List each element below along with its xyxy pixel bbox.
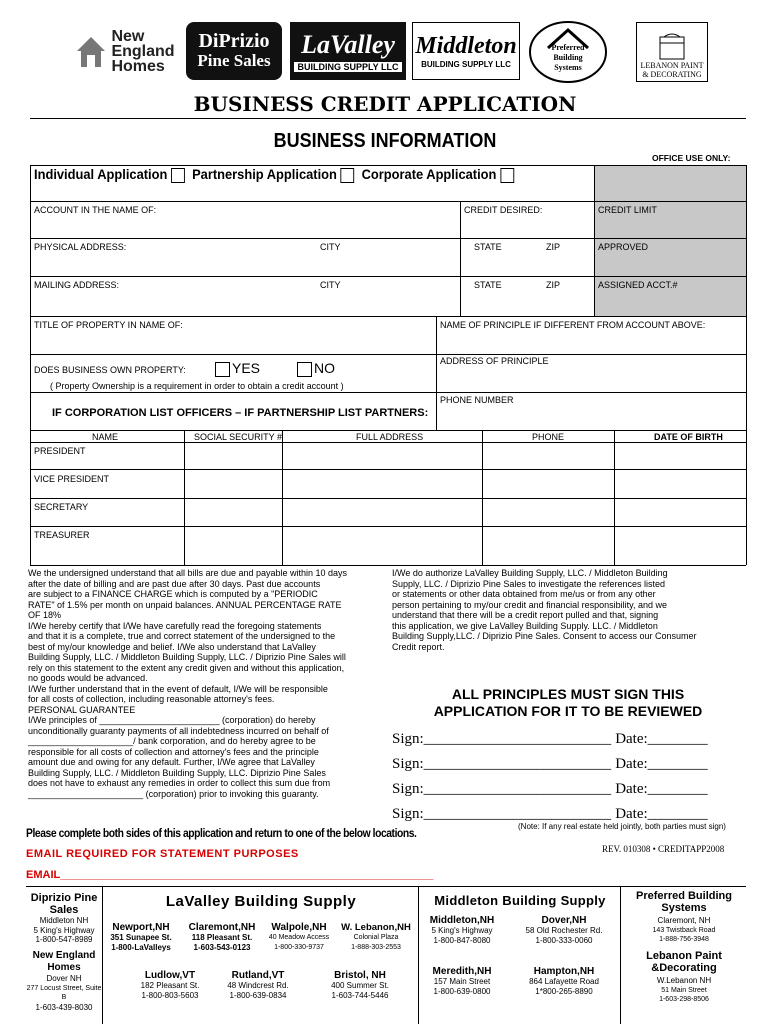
page-title: BUSINESS CREDIT APPLICATION [193, 92, 577, 116]
lavalley-branch [318, 970, 402, 1000]
own-property-label: DOES BUSINESS OWN PROPERTY: [34, 365, 186, 375]
terms-line: Credit report. [392, 641, 445, 652]
branch-town: Walpole,NH [271, 922, 327, 933]
no-label: NO [314, 360, 335, 376]
principles-heading [392, 686, 744, 720]
branch-phone: 1-800-333-0060 [535, 935, 593, 945]
table-header-dob: DATE OF BIRTH [654, 432, 723, 442]
no-checkbox[interactable] [297, 362, 312, 377]
branch-address: 277 Locust Street, Suite B [26, 984, 102, 1001]
table-row-treasurer: TREASURER [34, 530, 90, 540]
terms-left-text [28, 568, 380, 799]
yes-checkbox[interactable] [215, 362, 230, 377]
signature-line[interactable] [392, 756, 708, 773]
date-field: Date:________ [615, 731, 708, 747]
lavalley-location-name: LaValley Building Supply [165, 893, 357, 910]
middleton-branch [510, 915, 618, 945]
table-row-president: PRESIDENT [34, 446, 86, 456]
branch-address: 5 King's Highway [33, 925, 95, 935]
location-name: Diprizio Pine Sales [30, 892, 98, 916]
credit-desired-label: CREDIT DESIRED: [464, 205, 543, 215]
branch-address: 40 Meadow Access [268, 934, 330, 941]
diprizio-logo [186, 22, 282, 80]
branch-phone: 1*800-265-8890 [535, 986, 593, 996]
mailing-address-label: MAILING ADDRESS: [34, 280, 120, 290]
terms-line: I/We do authorize LaValley Building Supply, LLC. / Middleton Building [392, 568, 668, 578]
terms-line: no goods would be advanced. [28, 673, 148, 683]
branch-town: Dover NH [46, 974, 82, 983]
branch-phone: 1-800-547-8989 [35, 935, 93, 944]
logo-text: England [111, 42, 175, 60]
terms-line: _____________________/ bank corporation, and do hereby agree to be [28, 736, 316, 746]
middleton-branch [420, 966, 504, 996]
branch-town: Middleton NH [39, 916, 89, 925]
branch-town: Ludlow,VT [144, 970, 196, 981]
branch-phone: 1-888-756-3948 [659, 936, 709, 943]
lavalley-branch [128, 970, 212, 1000]
physical-address-label: PHYSICAL ADDRESS: [34, 242, 127, 252]
terms-line: We the undersigned understand that all bills are due and payable within 10 days [28, 568, 348, 578]
branch-town: Claremont, NH [657, 916, 711, 925]
location-name: Preferred Building Systems [636, 890, 732, 914]
svg-text:Building: Building [553, 53, 583, 62]
location-name: Lebanon Paint &Decorating [646, 950, 722, 974]
date-field: Date:________ [615, 806, 708, 822]
revision-label: REV. 010308 • CREDITAPP2008 [602, 844, 725, 854]
lebanon-paint-logo [636, 22, 708, 82]
office-use-label: OFFICE USE ONLY: [652, 153, 731, 163]
sign-field: Sign:_________________________ [392, 781, 612, 797]
terms-line: PERSONAL GUARANTEE [28, 704, 136, 715]
table-row-secretary: SECRETARY [34, 502, 89, 512]
branch-address: 143 Twistback Road [652, 926, 716, 934]
application-type-row [34, 166, 514, 183]
terms-line: I/We hereby certify that I/We have carefully read the foregoing statements [28, 620, 322, 631]
email-field[interactable]: EMAIL_____________________________________________________________ [26, 869, 434, 881]
lavalley-branch [334, 922, 418, 952]
terms-line: for all costs of collection, including reasonable attorney's fees. [28, 694, 275, 704]
branch-address: 351 Sunapee St. [110, 933, 172, 942]
terms-line: after the date of billing and are past due after 30 days. Past due accounts [28, 578, 321, 589]
logo-text: Pine Sales [197, 51, 271, 70]
credit-limit-label: CREDIT LIMIT [598, 205, 657, 215]
sign-field: Sign:_________________________ [392, 756, 612, 772]
branch-town: Dover,NH [541, 915, 587, 926]
branch-town: Claremont,NH [188, 922, 256, 933]
branch-phone: 1-603-744-5446 [331, 990, 389, 1000]
partnership-application-label: Partnership Application [192, 166, 337, 182]
lebanon-location [622, 950, 746, 1005]
branch-phone: 1-800-803-5603 [141, 990, 199, 1000]
branch-phone: 1-603-298-8506 [659, 996, 709, 1003]
officers-heading: IF CORPORATION LIST OFFICERS – IF PARTNERSHIP LIST PARTNERS: [52, 407, 429, 419]
individual-application-checkbox[interactable] [171, 168, 185, 183]
branch-phone: 1-800-639-0834 [229, 990, 287, 1000]
location-name: New England Homes [32, 950, 96, 973]
terms-line: RATE" of 1.5% per month on unpaid balances. ANNUAL PERCENTAGE RATE [28, 599, 342, 610]
branch-phone: 1-603-543-0123 [193, 942, 251, 952]
table-header-ssn: SOCIAL SECURITY # [194, 432, 283, 442]
branch-town: Bristol, NH [334, 970, 386, 981]
principles-heading-line: ALL PRINCIPLES MUST SIGN THIS [451, 686, 685, 702]
logo-text: LEBANON PAINT [640, 61, 704, 70]
middleton-location-name: Middleton Building Supply [434, 893, 606, 908]
preferred-building-emblem-icon [528, 20, 608, 84]
assigned-acct-label: ASSIGNED ACCT.# [598, 280, 678, 290]
house-icon [75, 33, 107, 69]
principle-address-label: ADDRESS OF PRINCIPLE [440, 356, 549, 366]
table-row-vice-president: VICE PRESIDENT [34, 474, 110, 484]
terms-line: understand that there will be a credit report pulled and that, signing [392, 610, 659, 620]
state-label: STATE [474, 242, 502, 252]
branch-town: Rutland,VT [231, 970, 285, 981]
signature-line[interactable] [392, 781, 708, 798]
branch-address: Colonial Plaza [353, 934, 399, 941]
branch-address: 5 King's Highway [431, 926, 493, 935]
approved-label: APPROVED [598, 242, 649, 252]
preferred-building-logo [528, 20, 608, 84]
terms-line: this application, we give LaValley Building Supply. LLC. / Middleton [392, 620, 658, 631]
svg-text:Systems: Systems [554, 63, 582, 72]
branch-town: Meredith,NH [432, 966, 492, 977]
table-header-phone: PHONE [532, 432, 565, 442]
logo-text: BUILDING SUPPLY LLC [294, 62, 401, 72]
paint-can-icon [652, 33, 692, 61]
lavalley-logo [290, 22, 406, 80]
preferred-location [622, 890, 746, 945]
logo-text: & DECORATING [642, 70, 702, 79]
branch-town: Middleton,NH [429, 915, 495, 926]
diprizio-location [26, 892, 102, 945]
city-label: CITY [320, 242, 341, 252]
terms-line: amount due and owing for any default. Further, I/We agree that LaValley [28, 757, 315, 767]
logo-text: Middleton [415, 33, 517, 59]
date-field: Date:________ [615, 756, 708, 772]
date-field: Date:________ [615, 781, 708, 797]
logo-text: New [111, 27, 145, 45]
middleton-branch [510, 966, 618, 996]
new-england-homes-logo [70, 22, 180, 80]
branch-address: 157 Main Street [433, 977, 491, 986]
terms-line: unconditionally guaranty payments of all indebtedness incurred on behalf of [28, 725, 329, 736]
branch-phone: 1-800-639-0800 [433, 986, 491, 996]
logo-text: DiPrizio [198, 30, 270, 52]
sign-field: Sign:_________________________ [392, 731, 612, 747]
table-header-name: NAME [92, 432, 119, 442]
branch-phone: 1-800-330-9737 [274, 943, 324, 951]
terms-line: I/We further understand that in the event of default, I/We will be responsible [28, 683, 328, 694]
terms-line: Supply, LLC. / Diprizio Pine Sales to investigate the references listed [392, 578, 665, 589]
title-property-label: TITLE OF PROPERTY IN NAME OF: [34, 320, 183, 330]
branch-phone: 1-800-847-8080 [433, 935, 491, 945]
terms-right-text [392, 568, 744, 652]
principles-heading-line: APPLICATION FOR IT TO BE REVIEWED [433, 703, 703, 719]
own-property-no[interactable] [297, 360, 335, 377]
email-required-label: EMAIL REQUIRED FOR STATEMENT PURPOSES [26, 848, 299, 860]
new-england-homes-location [26, 950, 102, 1012]
signature-line[interactable] [392, 731, 708, 748]
branch-phone: 1-888-303-2553 [351, 943, 401, 951]
logo-text: LaValley [301, 30, 395, 59]
terms-line: _______________________ (corporation) prior to invoking this guaranty. [28, 788, 319, 799]
corporate-application-label: Corporate Application [361, 166, 497, 182]
signature-line[interactable] [392, 806, 708, 823]
terms-line: are subject to a FINANCE CHARGE which is computed by a "PERIODIC [28, 589, 318, 599]
branch-address: 182 Pleasant St. [140, 981, 200, 990]
branch-address: 118 Pleasant St. [191, 933, 253, 942]
branch-address: 400 Summer St. [331, 981, 389, 990]
zip-label: ZIP [546, 242, 561, 252]
yes-label: YES [232, 360, 261, 376]
sign-field: Sign:_________________________ [392, 806, 612, 822]
lavalley-branch [180, 922, 264, 952]
section-title: BUSINESS INFORMATION [273, 130, 497, 152]
terms-line: Building Supply,LLC. / Diprizio Pine Sales. Consent to access our Consumer [392, 631, 697, 641]
account-name-label: ACCOUNT IN THE NAME OF: [34, 205, 157, 215]
branch-address: 58 Old Rochester Rd. [525, 926, 603, 935]
individual-application-label: Individual Application [34, 166, 168, 182]
branch-town: W. Lebanon,NH [341, 922, 411, 933]
branch-address: 51 Main Street [661, 986, 707, 994]
lavalley-branch [106, 922, 176, 952]
branch-phone: 1-603-439-8030 [35, 1002, 93, 1012]
terms-line: does not have to exhaust any remedies in order to collect this sum due from [28, 778, 331, 788]
office-use-area [594, 165, 746, 316]
branch-address: 48 Windcrest Rd. [227, 981, 289, 990]
table-header-address: FULL ADDRESS [356, 432, 424, 442]
logo-text: BUILDING SUPPLY LLC [421, 60, 511, 69]
complete-note: Please complete both sides of this application and return to one of the below locations. [26, 826, 417, 840]
branch-phone: 1-800-LaValleys [111, 942, 171, 952]
terms-line: Building Supply, LLC. / Middleton Building Supply, LLC. / Diprizio Pine Sales will [28, 652, 346, 662]
ownership-note: ( Property Ownership is a requirement in order to obtain a credit account ) [50, 381, 344, 391]
branch-town: W.Lebanon NH [656, 976, 712, 985]
terms-line: OF 18% [28, 610, 62, 620]
state-label: STATE [474, 280, 502, 290]
zip-label: ZIP [546, 280, 561, 290]
lavalley-branch [264, 922, 334, 952]
lavalley-branch [216, 970, 300, 1000]
city-label: CITY [320, 280, 341, 290]
principle-name-label: NAME OF PRINCIPLE IF DIFFERENT FROM ACCOUNT ABOVE: [440, 320, 706, 330]
branch-town: Newport,NH [112, 922, 170, 933]
logo-text: Homes [111, 57, 165, 75]
terms-line: and that it is a complete, true and correct statement of the undersigned to the [28, 631, 336, 641]
joint-note: (Note: If any real estate held jointly, both parties must sign) [518, 822, 726, 831]
terms-line: I/We principles of ________________________ (corporation) do hereby [28, 715, 316, 725]
branch-address: 864 Lafayette Road [529, 977, 599, 986]
branch-town: Hampton,NH [533, 966, 595, 977]
terms-line: or statements or other data obtained from me/us or from any other [392, 589, 656, 599]
middleton-branch [420, 915, 504, 945]
terms-line: Building Supply, LLC. / Middleton Building Supply, LLC. Diprizio Pine Sales [28, 767, 326, 778]
corporate-application-checkbox[interactable] [500, 168, 514, 183]
phone-number-label: PHONE NUMBER [440, 395, 514, 405]
own-property-yes[interactable] [215, 360, 260, 377]
partnership-application-checkbox[interactable] [341, 168, 355, 183]
middleton-logo [412, 22, 520, 80]
terms-line: responsible for all costs of collection and attorney's fees and the principle [28, 746, 319, 757]
terms-line: best of my/our knowledge and belief. I/We also understand that LaValley [28, 641, 316, 652]
svg-text:Preferred: Preferred [551, 43, 585, 52]
terms-line: person pertaining to my/our credit and financial responsibility, and we [392, 599, 667, 610]
terms-line: rely on this statement to the extent any credit given and without this application, [28, 662, 345, 673]
